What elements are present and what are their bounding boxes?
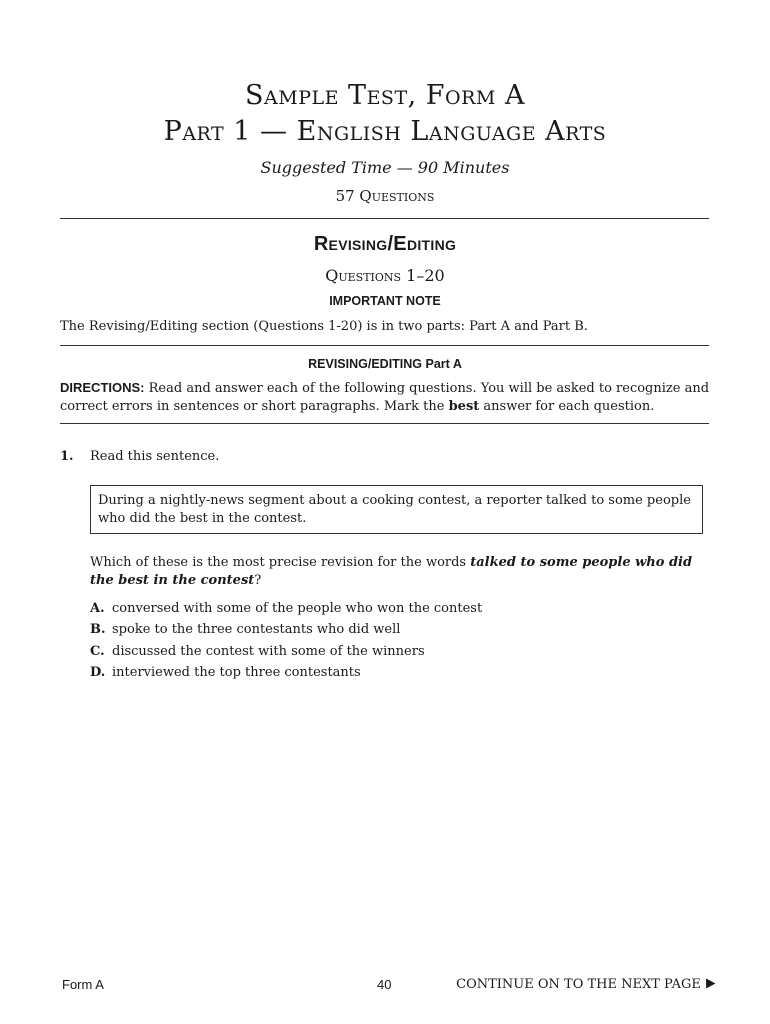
- stem-end: ?: [254, 573, 262, 588]
- option-text: conversed with some of the people who won the contest: [112, 601, 483, 616]
- question-count: 57 Questions: [335, 187, 435, 205]
- option-letter: D.: [90, 665, 106, 680]
- answer-option-c[interactable]: [90, 644, 425, 659]
- directions-text: Read and answer each of the following questions. You will be asked to recognize and correct errors in sentences or short paragraphs. Mark the: [60, 381, 710, 414]
- option-letter: A.: [90, 601, 105, 616]
- title-line-1: Sample Test, Form A: [245, 80, 525, 111]
- question-number: 1.: [60, 449, 74, 464]
- option-letter: B.: [90, 622, 106, 637]
- stem-text: Which of these is the most precise revision for the words: [90, 555, 471, 570]
- option-letter: C.: [90, 644, 105, 659]
- continue-notice: [456, 977, 716, 992]
- part-a-heading: REVISING/EDITING Part A: [308, 357, 462, 371]
- passage-text: During a nightly-news segment about a cooking contest, a reporter talked to some people who did the best in the contest.: [98, 493, 691, 526]
- question-range: Questions 1–20: [325, 266, 445, 285]
- important-note-label: IMPORTANT NOTE: [329, 294, 441, 308]
- title-line-2: Part 1 — English Language Arts: [163, 116, 607, 147]
- answer-option-a[interactable]: [90, 601, 482, 616]
- suggested-time: Suggested Time — 90 Minutes: [260, 158, 510, 177]
- continue-text: CONTINUE ON TO THE NEXT PAGE: [456, 977, 701, 992]
- option-text: discussed the contest with some of the winners: [112, 644, 425, 659]
- footer-form-label: Form A: [62, 977, 104, 992]
- divider: [60, 218, 709, 219]
- directions-label: DIRECTIONS:: [60, 380, 145, 395]
- option-text: interviewed the top three contestants: [112, 665, 361, 680]
- right-triangle-icon: [705, 978, 716, 989]
- section-heading: Revising/Editing: [313, 233, 457, 255]
- directions: [60, 379, 710, 416]
- stem-emphasis: talked to some people who did the best in the contest: [90, 555, 693, 588]
- option-text: spoke to the three contestants who did well: [112, 622, 401, 637]
- directions-text-end: answer for each question.: [479, 399, 655, 414]
- directions-emphasis: best: [448, 399, 480, 414]
- answer-option-b[interactable]: [90, 622, 400, 637]
- question-stem: [90, 554, 705, 590]
- question-prompt: Read this sentence.: [90, 449, 220, 464]
- passage-box: [90, 485, 703, 534]
- divider: [60, 423, 709, 424]
- divider: [60, 345, 709, 346]
- important-note-text: The Revising/Editing section (Questions 1-20) is in two parts: Part A and Part B.: [60, 319, 588, 334]
- answer-option-d[interactable]: [90, 665, 361, 680]
- page-number: 40: [377, 977, 392, 992]
